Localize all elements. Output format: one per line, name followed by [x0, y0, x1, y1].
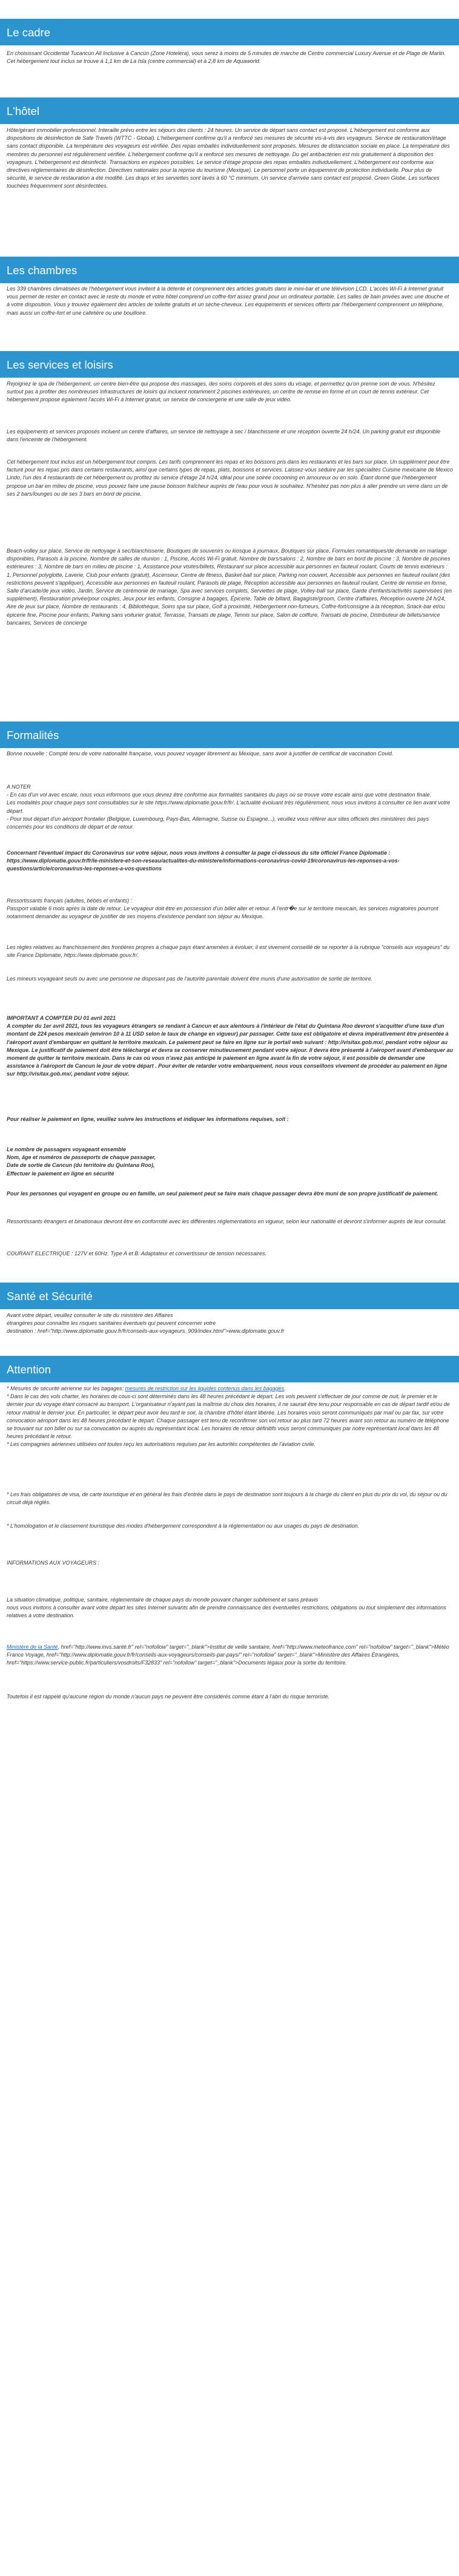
formalites-paragraph-9: Le nombre de passagers voyageant ensemble Nom, âge et numéros de passeports de chaque passager, Date de sortie de Cancun (du territoire du Quintana Roo), Effectuer le paiement en ligne en sécurité — [7, 1146, 156, 1177]
section-title-chambres: Les chambres — [0, 257, 459, 283]
section-title-loisirs: Les services et loisirs — [0, 351, 459, 378]
ministere-sante-link[interactable]: Ministère de la Santé — [7, 1644, 58, 1650]
formalites-paragraph-5: Les règles relatives au franchissement des frontières propres à chaque pays étant amenées à évoluer, il est vivement conseillé de se reporter à la rubrique "conseils aux voyageurs" du site France Diplomatie, https://www.diplomatie.gouv.fr/. — [7, 944, 450, 959]
attention-paragraph-3: * L'homologation et le classement touristique des modes d'hébergement correspondent à la réglementation ou aux usages du pays de destination. — [7, 1523, 360, 1529]
attention-text-b: . * Dans le cas des vols charter, les horaires de cous-ci sont déterminés dans les 48 heures précédant le départ. Les vols peuvent s'effectuer de jour comme de nuit, le premier et le dernier jour du voyage étant consacré au transport. L'organisateur n'ayant pas la maîtrise du choix des horaires, il ne saurait être tenu pour responsable en cas de départ tardif et/ou de retour matinal le dernier jour. En particulier, le départ peut avoir lieu tard le soir, la chambre d'hôtel étant libérée. Les horaires vous seront communiqués par mail ou par fax, sur votre convocation aéroport dans les 48 heures précédant le départ. Chaque passager est tenu de reconfirmer son vol retour au plus tard 72 heures avant son retour au numéro de téléphone se trouvant sur son billet ou sur sa convocation ou auprès du représentant local. Les horaires de retour définitifs vous seront communiqués par notre représentant local dans les 48 heures précédant le retour. * Les compagnies aériennes utilisées ont toutes reçu les autorisations requises par les autorités compétentes de l'aviation civile. — [7, 1385, 450, 1448]
formalites-paragraph-7: IMPORTANT A COMPTER DU 01 avril 2021 A compter du 1er avril 2021, tous les voyageurs étrangers se rendant à Cancun et aux alentours à l'intérieur de l'état du Quintana Roo devront s'acquitter d'une taxe d'un montant de 224 pesos mexicain (environ 10 à 11 USD selon le taux de change en vigueur) par passager. Cette taxe est obligatoire et devra impérativement être présentée à l'aéroport avant d'embarquer en quittant le territoire mexicain. Le paiement peut se faire en ligne sur le portail web suivant : http://visitax.gob.mx/, pendant votre séjour au Mexique. Le justificatif de paiement doit être téléchargé et devra se conserver minutieusement pendant votre séjour. Il devra être présenté à l'aéroport avant d'embarquer au moment de quitter le territoire mexicain. Dans le cas où vous n'avez pas anticipé le paiement en ligne avant la fin de votre séjour, il est possible de demander une assistance à l'aéroport de Cancun le jour de votre départ . Pour éviter de retarder votre embarquement, nous vous conseillons vivement de procéder au paiement en ligne sur http://visitax.gob.mx/, pendant votre séjour. — [7, 1015, 454, 1077]
section-title-sante: Santé et Sécurité — [0, 1283, 459, 1309]
section-title-hotel: L'hôtel — [0, 97, 459, 124]
formalites-paragraph-2: A NOTER - En cas d'un vol avec escale, nous vous informons que vous devrez être conforme aux formalités sanitaires du pays où se trouve votre escale ainsi que votre destination finale. Les modalités pour chaque pays sont consultables sur le site https://www.diplomatie.gouv.fr/fr/. L'actualité évoluant très régulièrement, nous vous invitons à consulter ce lien avant votre départ. - Pour tout départ d'un aéroport frontalier (Belgique, Luxembourg, Pays-Bas, Allemagne, Suisse ou Espagne...), veuillez vous référer aux sites officiels des ministères des pays concernés pour les conditions de départ et de retour. — [7, 784, 451, 830]
loisirs-paragraph-4: Beach-volley sur place, Service de nettoyage à sec/blanchisserie, Boutiques de souvenirs ou kiosque à journaux, Boutiques sur place, Formules romantiques/de demande en mariage disponibles, Parasols à la piscine, Nombre de salles de réunion : 1, Piscine, Accès Wi-Fi gratuit, Nombre de bars/salons : 2, Nombre de bars en bord de piscine : 3, Nombre de piscines extérieures : 3, Nombre de bars en milieu de piscine : 1, Assistance pour visites/billets, Restaurant sur place accessible aux personnes en fauteuil roulant, Courts de tennis extérieurs : 1, Personnel polyglotte, Laverie, Club pour enfants (gratuit), Ascenseur, Centre de fitness, Basket-ball sur place, Parking non couvert, Accessible aux personnes en fauteuil roulant (des restrictions peuvent s'appliquer), Accessible aux personnes en fauteuil roulant, Parasols de plage, Réception accessible aux personnes en fauteuil roulant, Centre de remise en forme, Salle d'arcade/de jeux vidéo, Jardin, Service de cérémonie de mariage, Spa avec services complets, Serviettes de plage, Volley-ball sur place, Garde d'enfants/activités supervisées (en supplément), Restauration privée/pour couples, Jeux pour les enfants, Consigne à bagages, Épicerie, Table de billard, Bagagiste/groom, Centre d'affaires, Réception ouverte 24 h/24, Aire de jeux sur place, Nombre de restaurants : 4, Bibliothèque, Soins spa sur place, Golf à proximité, Hébergement non-fumeurs, Coffre-fort/consigne à la réception, Snack-bar et/ou épicerie fine, Piscine pour enfants, Parking sans voiturier gratuit, Terrasse, Transats de plage, Tennis sur place, Salon de coiffure, Transats de piscine, Distributeur de billets/service bancaires, Services de concierge — [7, 548, 452, 626]
formalites-paragraph-8: Pour réaliser le paiement en ligne, veuillez suivre les instructions et indiquer les informations requises, soit : — [7, 1116, 289, 1122]
loisirs-paragraph-2: Les équipements et services proposés incluent un centre d'affaires, un service de nettoyage à sec / blanchisserie et une réception ouverte 24 h/24. Un parking gratuit est disponible dans l'enceinte de l'hébergement. — [7, 429, 441, 443]
section-title-cadre: Le cadre — [0, 19, 459, 45]
attention-paragraph-7: Toutefois il est rappelé qu'aucune région du monde n'aucun pays ne peuvent être considérés comme étant à l'abri du risque terroriste. — [7, 1694, 330, 1700]
attention-paragraph-2: * Les frais obligatoires de visa, de carte touristique et en général les frais d'entrée dans le pays de destination sont toujours à la charge du client en plus du prix du vol, du séjour ou du circuit déjà réglés. — [7, 1491, 447, 1506]
cadre-paragraph: En choisissant Occidental Tucancún All Inclusive à Cancún (Zone Hotelera), vous serez à moins de 5 minutes de marche de Centre commercial Luxury Avenue et de Plage de Marlin. Cet hébergement tout inclus se trouve à 1,1 km de La Isla (centre commercial) et à 2,8 km de Aquaworld. — [7, 50, 446, 65]
attention-paragraph-5: La situation climatique, politique, sanitaire, réglementaire de chaque pays du monde pouvant changer subitement et sans préavis nous vous invitons à consulter avant votre départ les sites Internet suivants afin de prendre connaissance des éventuelles restrictions, obligations ou tout simplement des informations relatives à votre destination. — [7, 1597, 446, 1619]
attention-paragraph-4: INFORMATIONS AUX VOYAGEURS : — [7, 1560, 100, 1566]
section-title-attention: Attention — [0, 1356, 459, 1382]
formalites-paragraph-11: Ressortissants étrangers et binationaux devront être en conformité avec les différentes réglementations en vigueur, selon leur nationalité et devront s'informer auprès de leur consulat. — [7, 1218, 447, 1224]
section-title-formalites: Formalités — [0, 721, 459, 748]
attention-text-a: * Mesures de sécurité aérienne sur les bagages: — [7, 1385, 125, 1392]
formalites-paragraph-6: Les mineurs voyageant seuls ou avec une personne ne disposant pas de l'autorité parentale doivent être munis d'une autorisation de sortie de territoire. — [7, 976, 373, 982]
loisirs-paragraph-1: Rejoignez le spa de l'hébergement, un centre bien-être qui propose des massages, des soins corporels et des soins du visage, et permettez qu'on prenne soin de vous. N'hésitez surtout pas à profiter des nombreuses infrastructures de loisirs qui incluent notamment 2 piscines extérieures, un centre de remise en forme et un court de tennis extérieur. Cet hébergement propose également l'accès Wi-Fi à Internet gratuit, un service de conciergerie et une salle de jeux vidéo. — [7, 381, 435, 403]
liquids-restriction-link[interactable]: mesures de restriction sur les liquides contenus dans les bagages — [125, 1385, 285, 1392]
formalites-paragraph-1: Bonne nouvelle : Compté tenu de votre nationalité française, vous pouvez voyager librement au Mexique, sans avoir à justifier de certificat de vaccination Covid. — [7, 751, 394, 757]
attention-paragraph-6 — [0, 1643, 459, 1668]
attention-paragraph-1 — [0, 1385, 459, 1449]
formalites-paragraph-3: Concernant l'éventuel impact du Coronavirus sur votre séjour, nous vous invitons à consulter la page ci-dessous du site officiel France Diplomatie : https://www.diplomatie.gouv.fr/fr/le-ministere-et-son-reseau/actualites-du-ministere/informations-coronavirus-covid-19/coronavirus-les-reponses-a-vos-questions/article/coronavirus-les-reponses-a-vos-questions — [7, 850, 400, 872]
formalites-paragraph-12: COURANT ELECTRIQUE : 127V et 60Hz. Type A et B. Adaptateur et convertisseur de tension nécessaires. — [7, 1250, 267, 1257]
sante-paragraph: Avant votre départ, veuillez consulter le site du ministère des Affaires étrangères pour connaître les risques sanitaires éventuels qui peuvent concerner votre destination : href="http://www.diplomatie.gouv.fr/fr/conseils-aux-voyageurs_909/index.html">www.diplomatie.gouv.fr — [7, 1312, 285, 1335]
loisirs-paragraph-3: Cet hébergement tout inclus est un hébergement tout compris. Les tarifs comprennent les repas et les boissons pris dans les restaurants et les bars sur place. Un supplément peut être facturé pour les repas pris dans certains restaurants, ainsi que certains types de repas, plats, boissons et services. Laissez-vous séduire par les spécialités Cuisine mexicaine de Mexico Lindo, l'un des 4 restaurants de cet hébergement ou profitez du service d'étage 24 h/24, idéal pour une soirée cocooning en amoureux ou en solo. Étant donné que l'hébergement propose un bar en milieu de piscine, vous pouvez faire une pause boisson fraîcheur auprès de l'eau pour vous le souhaitez. N'hésitez pas non plus à aller prendre un verre dans un de ses 2 bars/lounges ou de ses 3 bars en bord de piscine. — [7, 459, 453, 497]
hotel-paragraph: Hôte/gérant immobilier professionnel. Interaille prévu entre les séjours des clients : 24 heures. Un service de départ sans contact est proposé. L'hébergement est conforme aux dispositions de désinfection de Safe Travels (WTTC - Global). L'hébergement confirme qu'il a renforcé ses mesures de sécurité vis-à-vis des voyageurs. Service de restauration/étage sans contact disponible. La température des voyageurs est vérifiée. Des repas emballés individuellement sont proposés. Mesures de distanciation sociale en place. La température des membres du personnel est régulièrement vérifiée. L'hébergement confirme qu'il a renforcé ses mesures de nettoyage. Du gel antibactérien est mis gratuitement à disposition des voyageurs. L'hébergement est désinfecté. Transactions en espèces possibles. Le service d'étage propose des repas emballés individuellement. L'hébergement est conforme aux directives réglementaires de désinfection. Directives nationales pour la reprise du tourisme (Mexique). Le personnel porte un équipement de protection individuelle. Pour plus de sécurité, le service de restauration a été modifié. Les draps et les serviettes sont lavés à 60 °C minimum. Un service d'arrivée sans contact est proposé. Green Globe. Les surfaces touchées fréquemment sont désinfectées. — [7, 127, 450, 189]
attention-links-text: , href="http://www.invs.santé.fr" rel="nofollow" target="_blank">Institut de veille sanitaire, href="http://www.meteofrance.com" rel="nofollow" target="_blank">Météo France Voyage, href="http://www.diplomatie.gouv.fr/fr/conseils-aux-voyageurs/conseils-par-pays/" rel="nofollow" target="_blank">Ministère des Affaires Étrangères, href="https://www.service-public.fr/particuliers/vosdroits/F32833" rel="nofollow" target="_blank">Documents légaux pour la sortie du territoire. — [7, 1644, 449, 1666]
formalites-paragraph-4: Ressortissants français (adultes, bébés et enfants) : Passport valable 6 mois après la date de retour. Le voyageur doit être en possession d'un billet aller et retour. A l'entr�e sur le territoire mexicain, les services migratoires pourront notamment demander au voyageur de justifier de ses moyens d'existence pendant son séjour au Mexique. — [7, 898, 438, 920]
formalites-paragraph-10: Pour les personnes qui voyagent en groupe ou en famille, un seul paiement peut se faire mais chaque passager devra être muni de son propre justificatif de paiement. — [7, 1191, 438, 1197]
chambres-paragraph: Les 339 chambres climatisées de l'hébergement vous invitent à la détente et comprennent des articles gratuits dans le mini-bar et une télévision LCD. L'accès Wi-Fi à Internet gratuit vous permet de rester en contact avec le reste du monde et votre hôtel comprend un coffre-fort assez grand pour un ordinateur portable. Les salles de bain privées avec une douche et à votre disposition. Vous y trouvez également des articles de toilette gratuits et un sèche-cheveux. Les équipements et services offerts par l'hébergement comprennent un téléphone, mais aussi un coffre-fort et une cafetière ou une bouilloire. — [7, 286, 449, 316]
